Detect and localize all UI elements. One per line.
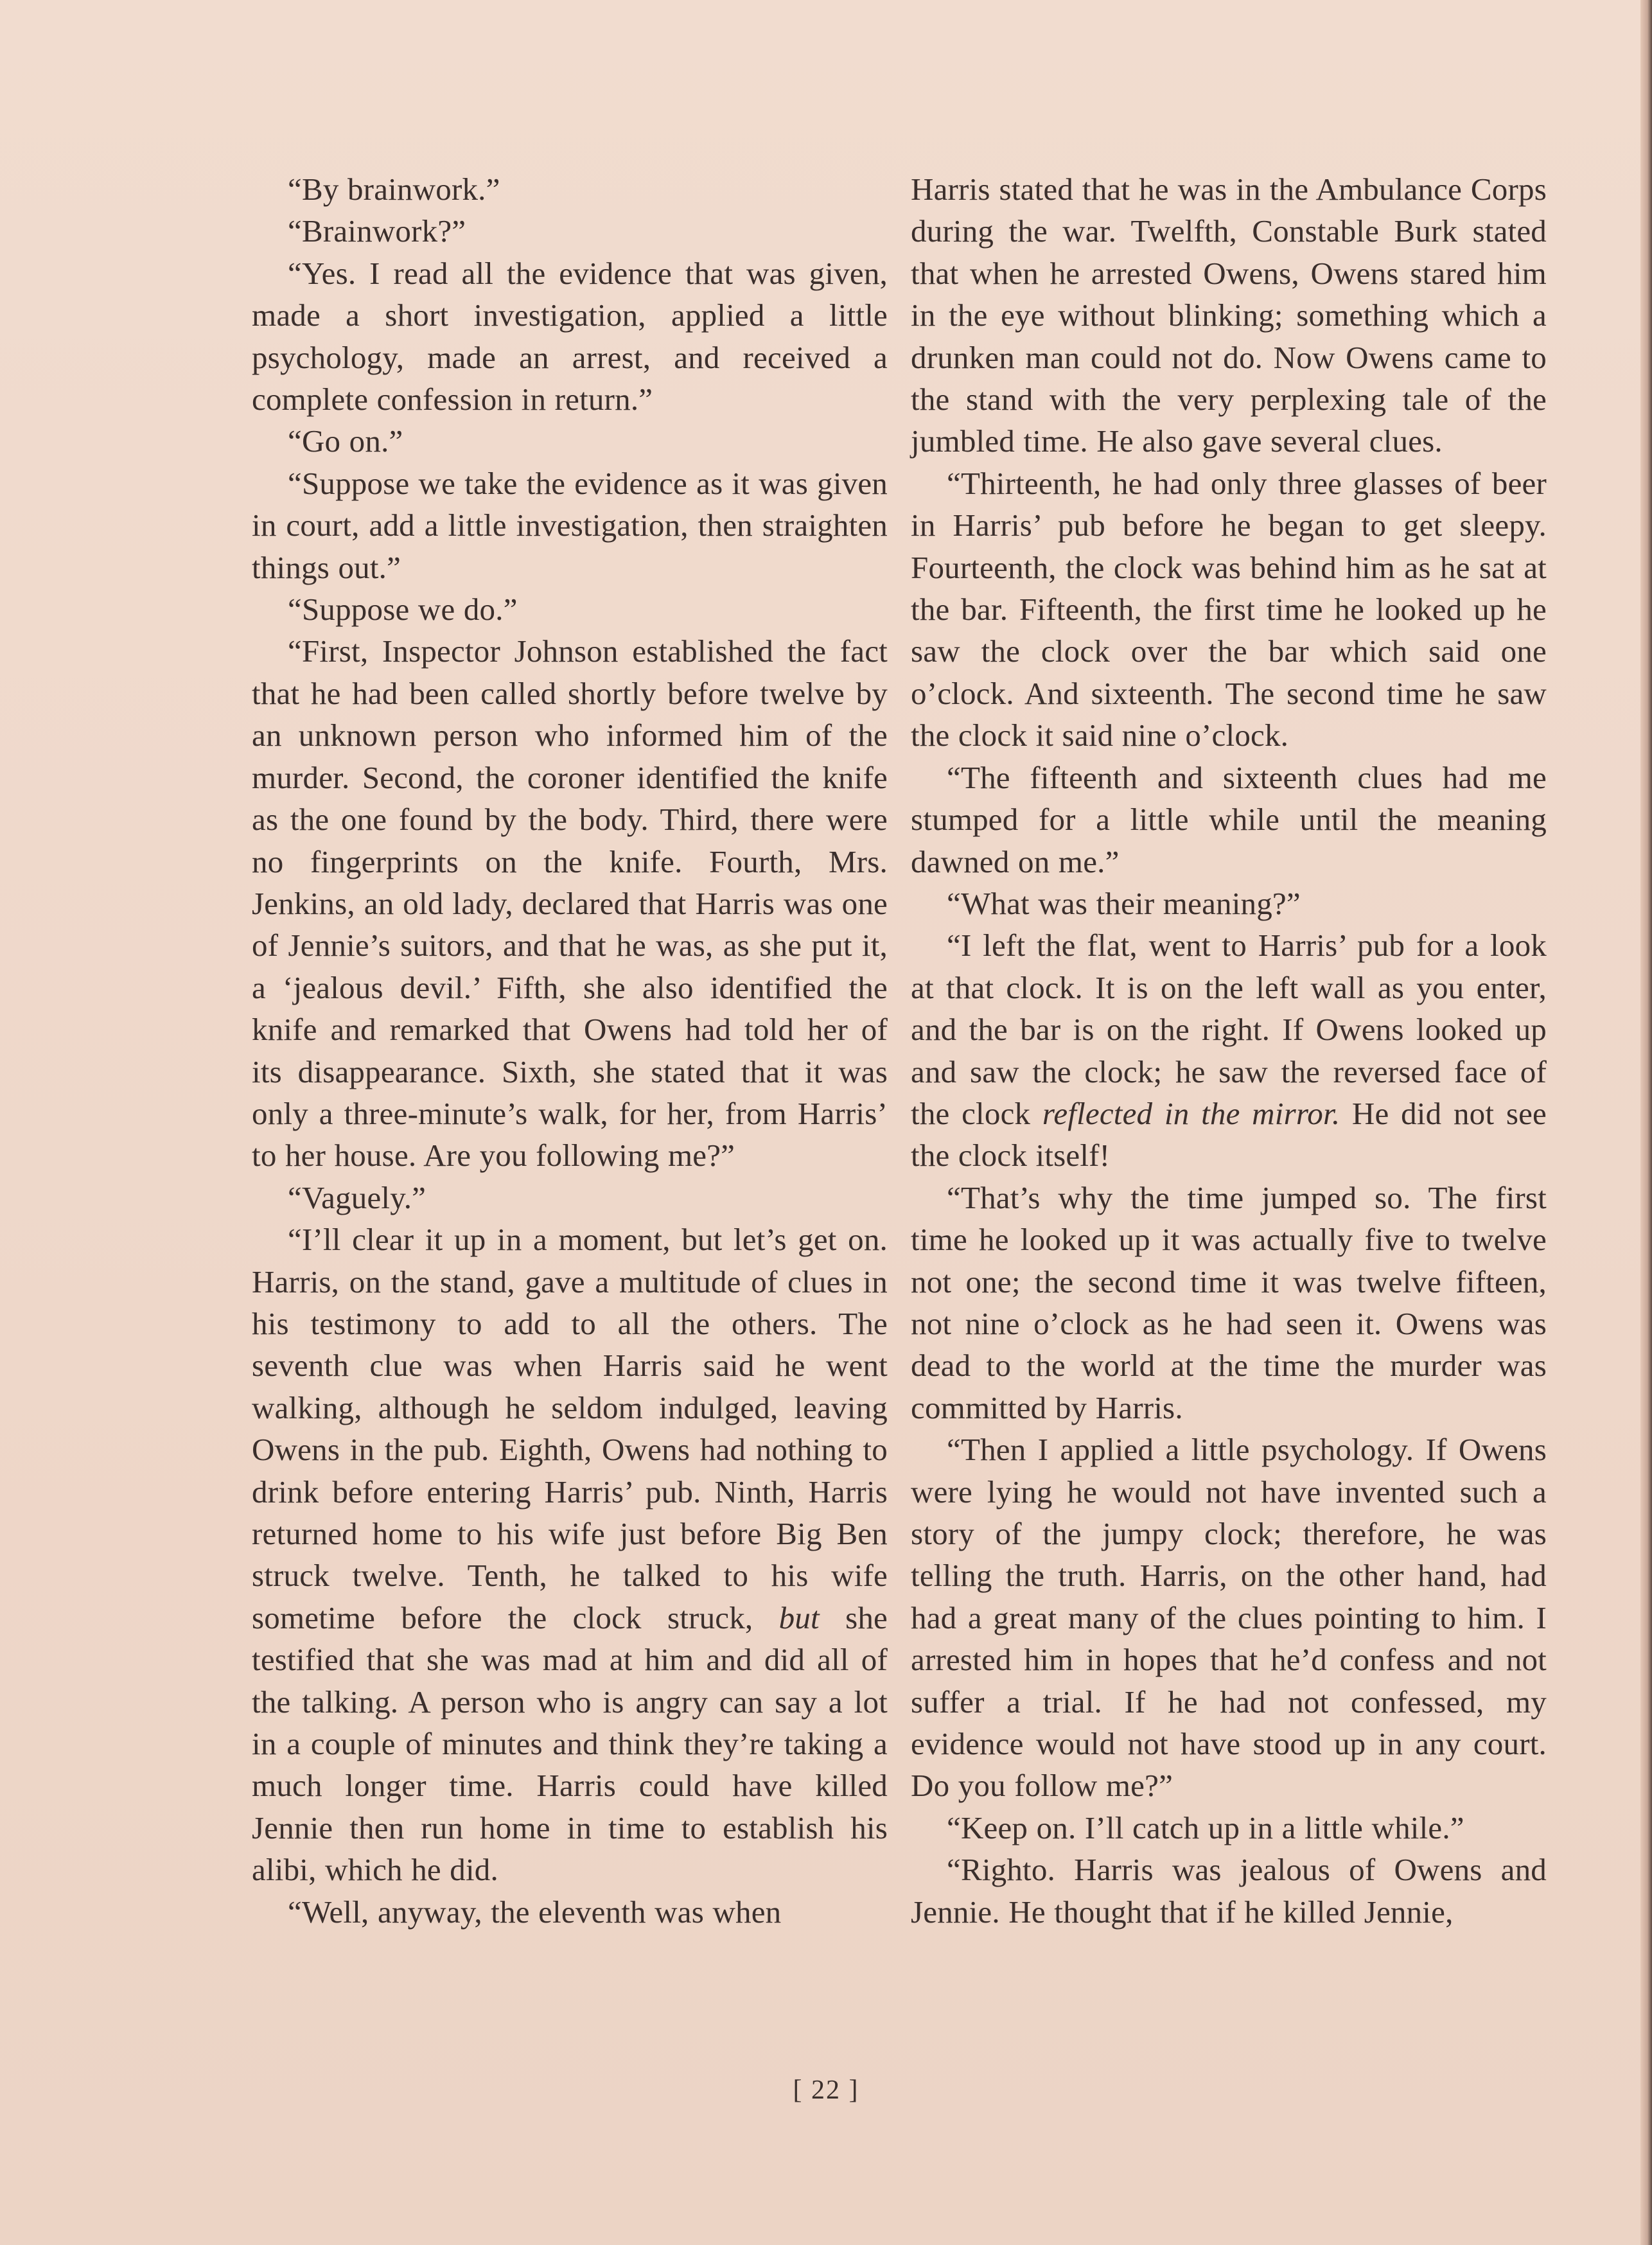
paragraph-text: “I’ll clear it up in a moment, but let’s get on. Harris, on the stand, gave a multitude of clues in his testimony to add to all the others. The seventh clue was when Harris said he went walking, although he seldom indulged, leaving Owens in the pub. Eighth, Owens had nothing to drink before entering Harris’ pub. Ninth, Harris returned home to his wife just before Big Ben struck twelve. Tenth, he talked to his wife sometime before the clock struck, (252, 1222, 888, 1635)
paragraph-text: Harris stated that he was in the Ambulance Corps during the war. Twelfth, Constable Burk stated that when he arrested Owens, Owens stared him in the eye without blinking; something which a drunken man could not do. Now Owens came to the stand with the very perplexing tale of the jumbled time. He also gave several clues. (911, 172, 1547, 459)
paragraph (911, 924, 1547, 1176)
paragraph (911, 1429, 1547, 1807)
left-column (252, 168, 888, 1933)
emphasis-text: but (778, 1599, 820, 1635)
paragraph-text: He did not see the clock itself! (911, 1095, 1547, 1174)
paragraph (911, 1807, 1547, 1849)
paragraph (252, 420, 888, 462)
paragraph (911, 1177, 1547, 1429)
paragraph (252, 168, 888, 210)
paragraph-text: “Then I applied a little psychology. If Owens were lying he would not have invented such a story of the jumpy clock; therefore, he was telling the truth. Harris, on the other hand, had had a great many of the clues pointing to him. I arrested him in hopes that he’d confess and not suffer a trial. If he had not confessed, my evidence would not have stood up in any court. Do you follow me?” (911, 1432, 1547, 1804)
paragraph-text: “Yes. I read all the evidence that was given, made a short investigation, applied a little psychology, made an arrest, and received a complete confession in return.” (252, 255, 888, 418)
paragraph-text: “Thirteenth, he had only three glasses of beer in Harris’ pub before he began to get sleepy. Fourteenth, the clock was behind him as he sat at the bar. Fifteenth, the first time he looked up he saw the clock over the bar which said one o’clock. And sixteenth. The second time he saw the clock it said nine o’clock. (911, 465, 1547, 753)
paragraph (911, 883, 1547, 924)
paragraph-text: “Vaguely.” (288, 1179, 426, 1215)
paragraph (252, 462, 888, 588)
paragraph-text: “I left the flat, went to Harris’ pub for a look at that clock. It is on the left wall as you enter, and the bar is on the right. If Owens looked up and saw the clock; he saw the reversed face of the clock (911, 928, 1547, 1131)
paragraph-text: “Go on.” (288, 423, 403, 459)
paragraph (252, 1177, 888, 1219)
paragraph-text: “Righto. Harris was jealous of Owens and Jennie. He thought that if he killed Jennie, (911, 1852, 1547, 1930)
paragraph (911, 168, 1547, 462)
paragraph-text: “Suppose we do.” (288, 592, 518, 628)
paragraph (911, 462, 1547, 757)
paragraph-text: “First, Inspector Johnson established the fact that he had been called shortly before twelve by an unknown person who informed him of the murder. Second, the coroner identified the knife as the one found by the body. Third, there were no fingerprints on the knife. Fourth, Mrs. Jenkins, an old lady, declared that Harris was one of Jennie’s suitors, and that he was, as she put it, a ‘jealous devil.’ Fifth, she also identified the knife and remarked that Owens had told her of its disappearance. Sixth, she stated that it was only a three-minute’s walk, for her, from Harris’ to her house. Are you following me?” (252, 633, 888, 1174)
paragraph-text: “That’s why the time jumped so. The first time he looked up it was actually five to twelve not one; the second time it was twelve fifteen, not nine o’clock as he had seen it. Owens was dead to the world at the time the murder was committed by Harris. (911, 1179, 1547, 1425)
paragraph-text: “The fifteenth and sixteenth clues had me stumped for a little while until the meaning dawned on me.” (911, 759, 1547, 879)
paragraph (252, 630, 888, 1176)
paragraph-text: “Brainwork?” (288, 213, 466, 249)
paragraph (911, 757, 1547, 883)
paragraph-text: she testified that she was mad at him and did all of the talking. A person who is angry can say a lot in a couple of minutes and think they’re taking a much longer time. Harris could have killed Jennie then run home in time to establish his alibi, which he did. (252, 1599, 888, 1888)
paragraph (252, 210, 888, 252)
page-edge-shadow (1640, 0, 1652, 2245)
paragraph-text: “What was their meaning?” (947, 885, 1301, 921)
paragraph-text: “Suppose we take the evidence as it was given in court, add a little investigation, then straighten things out.” (252, 465, 888, 585)
paragraph (252, 252, 888, 421)
emphasis-text: reflected in the mirror. (1042, 1095, 1340, 1131)
paragraph-text: “Well, anyway, the eleventh was when (288, 1894, 782, 1930)
page-number: [ 22 ] (793, 2075, 859, 2105)
paragraph-text: “Keep on. I’ll catch up in a little while.” (947, 1809, 1464, 1845)
paragraph (911, 1849, 1547, 1933)
paragraph (252, 588, 888, 630)
paragraph (252, 1891, 888, 1933)
paragraph-text: “By brainwork.” (288, 172, 500, 207)
paragraph (252, 1219, 888, 1891)
right-column (911, 168, 1547, 1933)
